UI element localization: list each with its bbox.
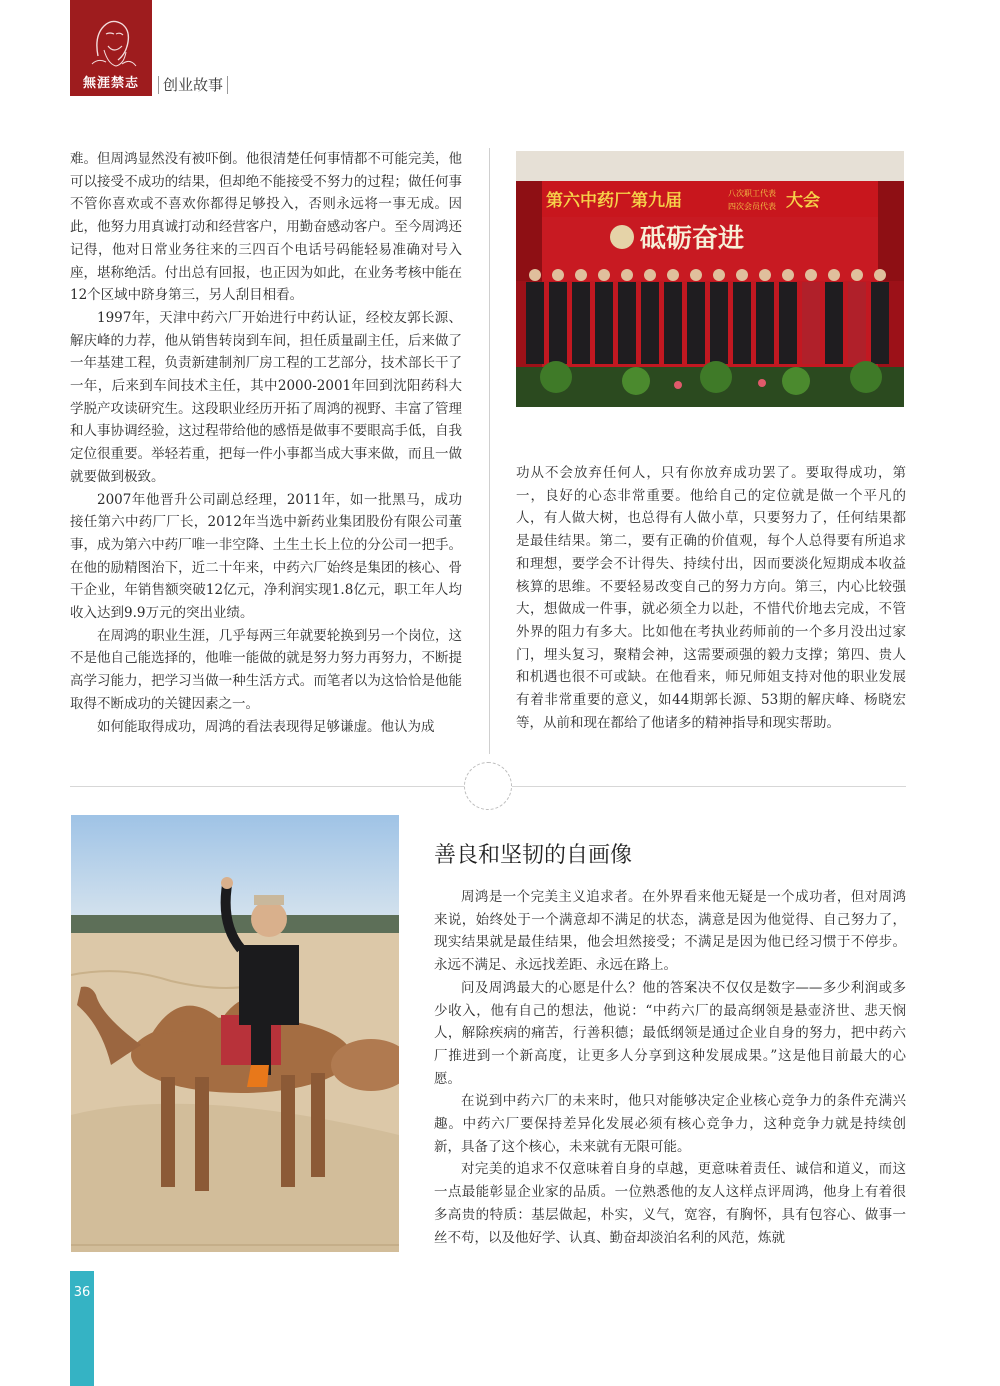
attendee-head <box>713 269 725 281</box>
paragraph: 在说到中药六厂的未来时，他只对能够决定企业核心竞争力的条件充满兴趣。中药六厂要保持差异化发展必须有核心竞争力，这种竞争力就是持续创新，具备了这个核心，未来就有无限可能。 <box>434 1093 906 1155</box>
banner-slogan: 砥砺奋进 <box>640 224 745 254</box>
attendee-head <box>667 269 679 281</box>
attendee-body <box>710 282 728 364</box>
attendee-body <box>871 282 889 364</box>
attendee-head <box>552 269 564 281</box>
banner-end: 大会 <box>786 191 820 211</box>
attendee-head <box>782 269 794 281</box>
banner-side-bottom: 四次会员代表 <box>728 202 776 211</box>
divider-ornament <box>464 762 512 810</box>
bottom-column <box>434 886 906 1249</box>
attendee-body <box>825 282 843 364</box>
magazine-logo <box>70 0 152 96</box>
column-divider <box>489 148 490 754</box>
magazine-name: 無涯禁志 <box>82 76 139 91</box>
attendee-body <box>526 282 544 364</box>
banner-side-top: 八次职工代表 <box>728 189 776 198</box>
attendee-body <box>618 282 636 364</box>
attendee-body <box>641 282 659 364</box>
left-column <box>70 148 462 738</box>
camel-photo-scene <box>71 815 399 1252</box>
attendee-head <box>621 269 633 281</box>
attendee-head <box>828 269 840 281</box>
right-column <box>516 462 906 734</box>
attendee-head <box>690 269 702 281</box>
paragraph: 在周鸿的职业生涯，几乎每两三年就要轮换到另一个岗位，这不是他自己能选择的，他唯一能做的就是努力努力再努力，不断提高学习能力，把学习当做一种生活方式。而笔者以为这恰恰是他能取得不断成功的关键因素之一。 <box>70 627 462 712</box>
paragraph: 1997年，天津中药六厂开始进行中药认证，经校友郭长源、解庆峰的力荐，他从销售转岗到车间，担任质量副主任，后来做了一年基建工程，负责新建制剂厂房工程的工艺部分，技术部长干了一年，后来到车间技术主任，其中2000-2001年回到沈阳药科大学脱产攻读研究生。这段职业经历开拓了周鸿的视野、丰富了管理和人事协调经验，这过程带给他的感悟是做事不要眼高手低，自我定位很重要。举轻若重，把每一件小事都当成大事来做，而且一做就要做到极致。 <box>70 309 462 485</box>
section-label: 创业故事 <box>158 76 228 94</box>
attendee-body <box>549 282 567 364</box>
attendee-body <box>756 282 774 364</box>
attendee-body <box>687 282 705 364</box>
paragraph: 如何能取得成功，周鸿的看法表现得足够谦虚。他认为成 <box>97 718 435 735</box>
attendee-body <box>664 282 682 364</box>
paragraph: 功从不会放弃任何人，只有你放弃成功罢了。要取得成功，第一，良好的心态非常重要。他给自己的定位就是做一个平凡的人，有人做大树，也总得有人做小草，只要努力了，任何结果都是最佳结果。第二，要有正确的价值观，每个人总得要有所追求和理想，要学会不计得失、持续付出，因而要淡化短期成本收益核算的思维。不要轻易改变自己的努力方向。第三，内心比较强大，想做成一件事，就必须全力以赴，不惜代价地去完成，不管外界的阻力有多大。比如他在考执业药师前的一个多月没出过家门，埋头复习，聚精会神，这需要顽强的毅力支撑；第四、贵人和机遇也很不可或缺。在他看来，师兄师姐支持对他的职业发展有着非常重要的意义，如44期郭长源、53期的解庆峰、杨晓宏等，从前和现在都给了他诸多的精神指导和现实帮助。 <box>516 465 906 731</box>
attendee-body <box>802 282 820 364</box>
paragraph: 周鸿是一个完美主义追求者。在外界看来他无疑是一个成功者，但对周鸿来说，始终处于一个满意却不满足的状态，满意是因为他觉得、自己努力了，现实结果就是最佳结果，他会坦然接受；不满足是因为他已经习惯于不停步。永远不满足、永远找差距、永远在路上。 <box>434 889 906 974</box>
paragraph: 难。但周鸿显然没有被吓倒。他很清楚任何事情都不可能完美，他可以接受不成功的结果，但却绝不能接受不努力的过程；做任何事不管你喜欢或不喜欢你都得足够投入，否则永远将一事无成。因此，他努力用真诚打动和经营客户，用勤奋感动客户。至今周鸿还记得，他对日常业务往来的三四百个电话号码能轻易准确对号入座，堪称绝活。付出总有回报，也正因为如此，在业务考核中能在12个区域中跻身第三，另人刮目相看。 <box>70 151 462 304</box>
attendee-body <box>848 282 866 364</box>
camel-photo <box>71 815 399 1252</box>
attendee-head <box>598 269 610 281</box>
conference-photo-scene <box>516 151 904 407</box>
attendee-head <box>874 269 886 281</box>
attendee-head <box>575 269 587 281</box>
attendee-body <box>595 282 613 364</box>
paragraph: 问及周鸿最大的心愿是什么？他的答案决不仅仅是数字——多少利润或多少收入，他有自己的想法，他说：“中药六厂的最高纲领是悬壶济世、悲天悯人，解除疾病的痛苦，行善积德；最低纲领是通过企业自身的努力，把中药六厂推进到一个新高度，让更多人分享到这种发展成果。”这是他目前最大的心愿。 <box>434 979 906 1087</box>
attendee-head <box>736 269 748 281</box>
attendee-body <box>733 282 751 364</box>
conference-photo <box>516 151 904 407</box>
attendee-head <box>644 269 656 281</box>
section-heading: 善良和坚韧的自画像 <box>434 843 633 868</box>
attendee-head <box>805 269 817 281</box>
paragraph: 对完美的追求不仅意味着自身的卓越，更意味着责任、诚信和道义，而这一点最能彰显企业家的品质。一位熟悉他的友人这样点评周鸿，他身上有着很多高贵的特质：基层做起，朴实，义气，宽容，有胸怀，具有包容心、做事一丝不苟，以及他好学、认真、勤奋却淡泊名利的风范，炼就 <box>434 1161 906 1246</box>
attendee-body <box>779 282 797 364</box>
attendee-head <box>759 269 771 281</box>
page-number: 36 <box>73 1285 91 1300</box>
portrait-sketch-icon <box>78 6 144 68</box>
page-number-bar <box>70 1271 94 1386</box>
paragraph: 2007年他晋升公司副总经理，2011年，如一批黑马，成功接任第六中药厂厂长，2012年当选中新药业集团股份有限公司董事，成为第六中药厂唯一非空降、土生土长上位的分公司一把手。在他的励精图治下，近二十年来，中药六厂始终是集团的核心、骨干企业，年销售额突破12亿元，净利润实现1.8亿元，职工年人均收入达到9.9万元的突出业绩。 <box>70 491 462 622</box>
attendee-head <box>851 269 863 281</box>
attendee-body <box>572 282 590 364</box>
attendee-head <box>529 269 541 281</box>
banner-main: 第六中药厂第九届 <box>546 191 682 211</box>
